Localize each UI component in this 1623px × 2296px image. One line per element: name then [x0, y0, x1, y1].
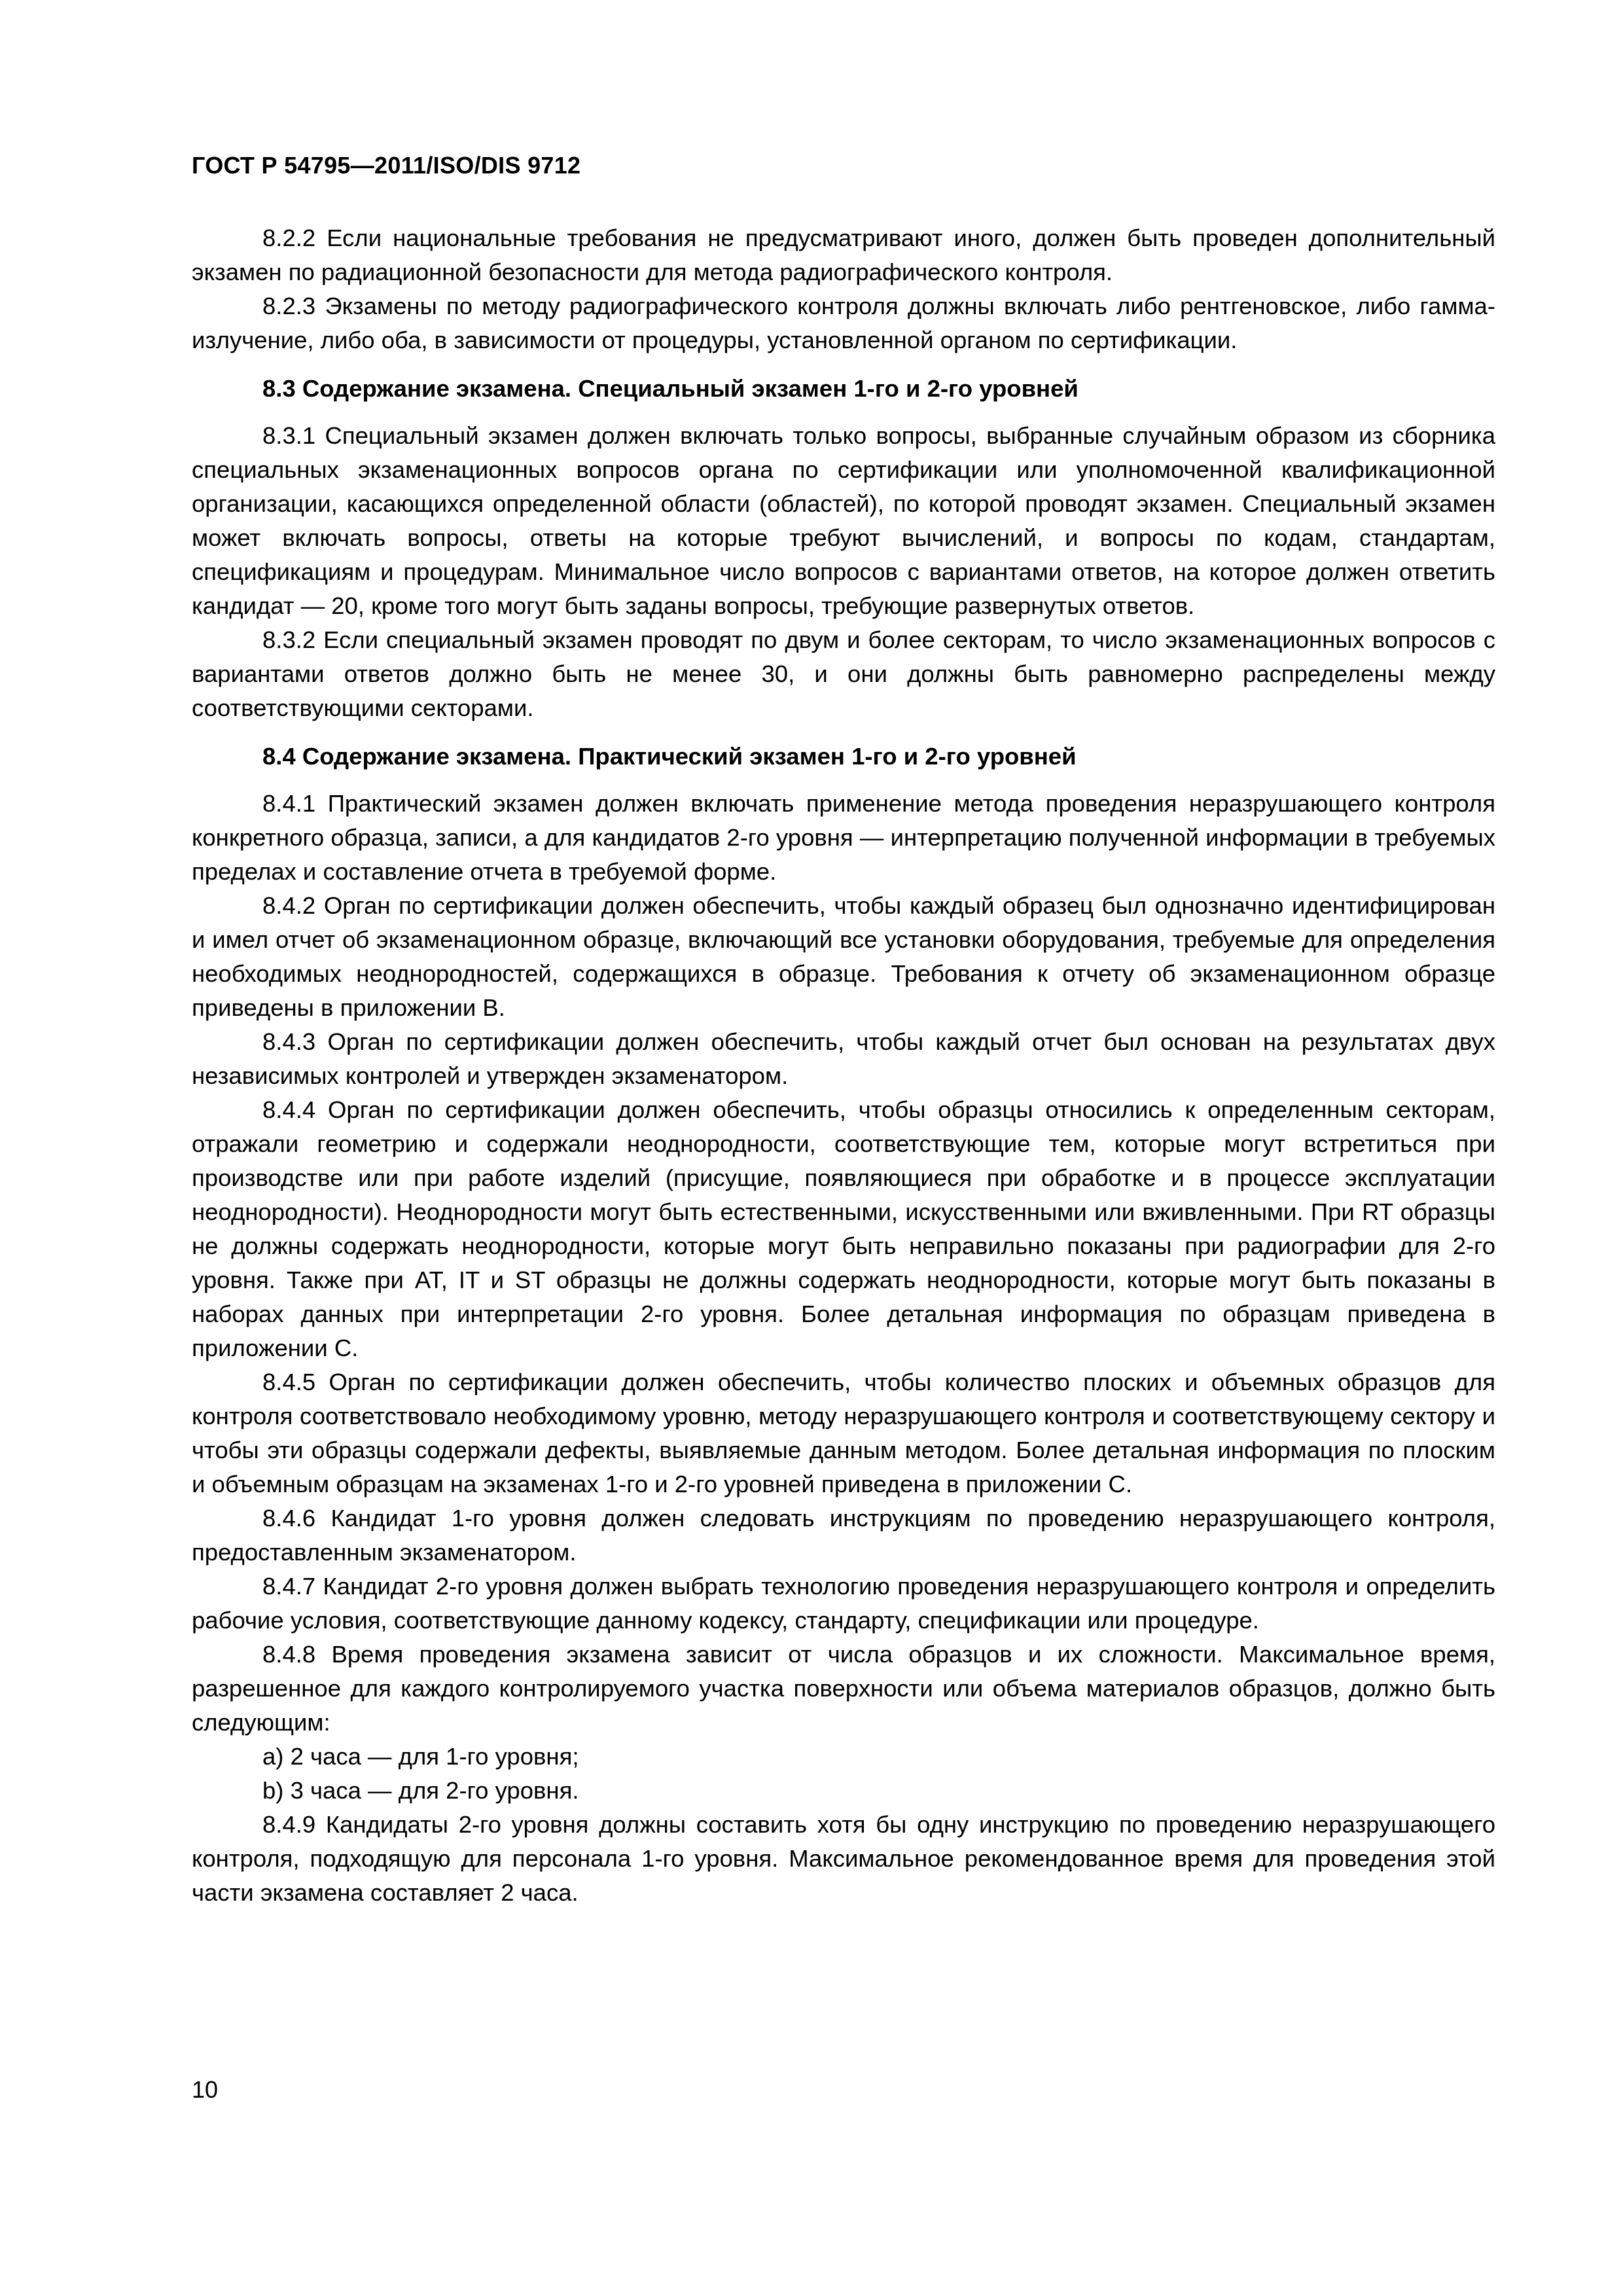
paragraph-8-4-5: 8.4.5 Орган по сертификации должен обеспечить, чтобы количество плоских и объемных образцов для контроля соответствовало необходимому уровню, методу неразрушающего контроля и соответствующему сектору и чтобы эти образцы содержали дефекты, выявляемые данным методом. Более детальная информация по плоским и объемным образцам на экзаменах 1-го и 2-го уровней приведена в приложении С. — [192, 1369, 1495, 1498]
paragraph-8-2-3: 8.2.3 Экзамены по методу радиографического контроля должны включать либо рентгеновское, либо гамма-излучение, либо оба, в зависимости от процедуры, установленной органом по сертификации. — [192, 293, 1495, 353]
paragraph-8-4-2: 8.4.2 Орган по сертификации должен обеспечить, чтобы каждый образец был однозначно идентифицирован и имел отчет об экзаменационном образце, включающий все установки оборудования, требуемые для определения необходимых неоднородностей, содержащихся в образце. Требования к отчету об экзаменационном образце приведены в приложении В. — [192, 892, 1495, 1021]
paragraph-8-4-3: 8.4.3 Орган по сертификации должен обеспечить, чтобы каждый отчет был основан на результатах двух независимых контролей и утвержден экзаменатором. — [192, 1028, 1495, 1089]
section-heading-8-4: 8.4 Содержание экзамена. Практический экзамен 1-го и 2-го уровней — [262, 743, 1077, 770]
paragraph-8-4-8: 8.4.8 Время проведения экзамена зависит от числа образцов и их сложности. Максимальное время, разрешенное для каждого контролируемого участка поверхности или объема материалов образцов, должно быть следующим: — [192, 1641, 1495, 1736]
list-item-b: b) 3 часа — для 2-го уровня. — [262, 1777, 579, 1804]
document-header: ГОСТ Р 54795—2011/ISO/DIS 9712 — [192, 152, 581, 179]
paragraph-8-4-9: 8.4.9 Кандидаты 2-го уровня должны составить хотя бы одну инструкцию по проведению неразрушающего контроля, подходящую для персонала 1-го уровня. Максимальное рекомендованное время для проведения этой части экзамена составляет 2 часа. — [192, 1811, 1495, 1906]
page-number: 10 — [192, 2076, 219, 2103]
paragraph-8-3-1: 8.3.1 Специальный экзамен должен включать только вопросы, выбранные случайным образом из сборника специальных экзаменационных вопросов органа по сертификации или уполномоченной квалификационной организации, касающихся определенной области (областей), по которой проводят экзамен. Специальный экзамен может включать вопросы, ответы на которые требуют вычислений, и вопросы по кодам, стандартам, спецификациям и процедурам. Минимальное число вопросов с вариантами ответов, на которое должен ответить кандидат — 20, кроме того могут быть заданы вопросы, требующие развернутых ответов. — [192, 422, 1495, 619]
document-body — [192, 221, 1495, 1910]
paragraph-8-2-2: 8.2.2 Если национальные требования не предусматривают иного, должен быть проведен дополнительный экзамен по радиационной безопасности для метода радиографического контроля. — [192, 224, 1495, 285]
paragraph-8-3-2: 8.3.2 Если специальный экзамен проводят по двум и более секторам, то число экзаменационных вопросов с вариантами ответов должно быть не менее 30, и они должны быть равномерно распределены между соответствующими секторами. — [192, 626, 1495, 721]
section-heading-8-3: 8.3 Содержание экзамена. Специальный экзамен 1-го и 2-го уровней — [262, 375, 1079, 402]
list-item-a: a) 2 часа — для 1-го уровня; — [262, 1743, 579, 1770]
paragraph-8-4-7: 8.4.7 Кандидат 2-го уровня должен выбрать технологию проведения неразрушающего контроля и определить рабочие условия, соответствующие данному кодексу, стандарту, спецификации или процедуре. — [192, 1573, 1495, 1634]
paragraph-8-4-6: 8.4.6 Кандидат 1-го уровня должен следовать инструкциям по проведению неразрушающего контроля, предоставленным экзаменатором. — [192, 1505, 1495, 1566]
paragraph-8-4-1: 8.4.1 Практический экзамен должен включать применение метода проведения неразрушающего контроля конкретного образца, записи, а для кандидатов 2-го уровня — интерпретацию полученной информации в требуемых пределах и составление отчета в требуемой форме. — [192, 790, 1495, 885]
paragraph-8-4-4: 8.4.4 Орган по сертификации должен обеспечить, чтобы образцы относились к определенным секторам, отражали геометрию и содержали неоднородности, соответствующие тем, которые могут встретиться при производстве или при работе изделий (присущие, появляющиеся при обработке и в процессе эксплуатации неоднородности). Неоднородности могут быть естественными, искусственными или вживленными. При RT образцы не должны содержать неоднородности, которые могут быть неправильно показаны при радиографии для 2-го уровня. Также при AT, IT и ST образцы не должны содержать неоднородности, которые могут быть показаны в наборах данных при интерпретации 2-го уровня. Более детальная информация по образцам приведена в приложении С. — [192, 1096, 1495, 1361]
